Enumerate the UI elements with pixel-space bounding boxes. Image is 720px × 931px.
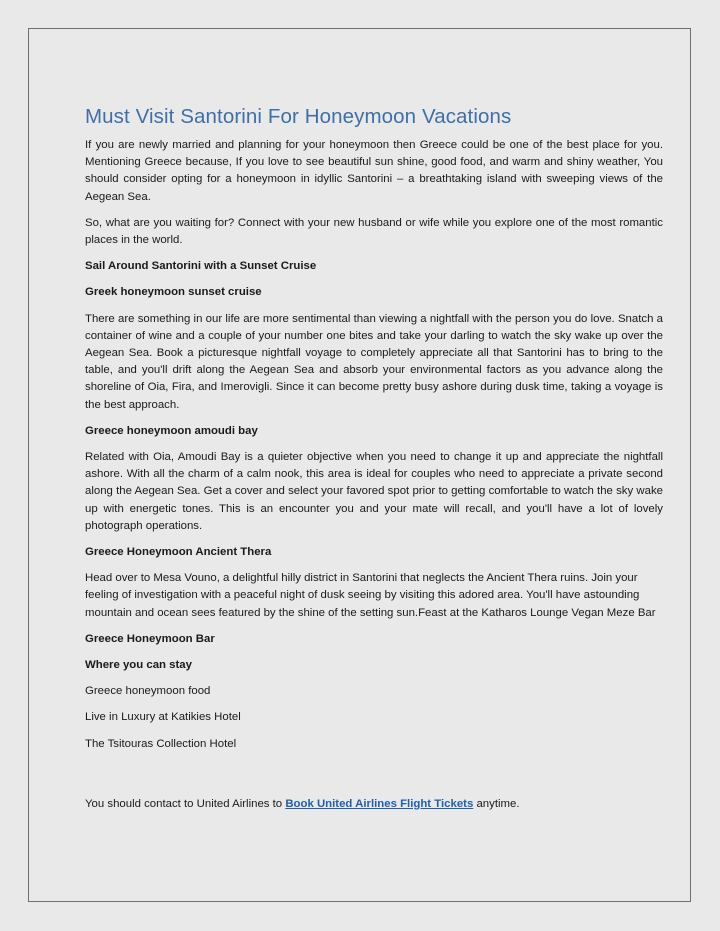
section-heading-sunset: Greek honeymoon sunset cruise [85, 286, 262, 299]
sunset-paragraph: There are something in our life are more sentimental than viewing a nightfall with the person you do love. Snatch a container of wine and a couple of your number one bites and take your darling to watch the sky wake up over the Aegean Sea. Book a picturesque nightfall voyage to completely appreciate all that Santorini has to bring to the table, and you'll drift along the Aegean Sea and absorb your environmental factors as you advance along the shoreline of Oia, Fira, and Imerovigli. Since it can become pretty busy ashore during dusk time, taking a voyage is the best approach. [85, 312, 663, 411]
section-heading-thera: Greece Honeymoon Ancient Thera [85, 546, 272, 559]
amoudi-paragraph: Related with Oia, Amoudi Bay is a quieter objective when you need to change it up and appreciate the nightfall ashore. With all the charm of a calm nook, this area is ideal for couples who need to appreciate a private second along the Aegean Sea. Get a cover and select your favored spot prior to getting comfortable to watch the sky wake up with energetic tones. This is an encounter you and your mate will recall, and you'll have a lot of lovely photograph operations. [85, 451, 663, 532]
list-item-tsitouras: The Tsitouras Collection Hotel [85, 737, 237, 750]
contact-text-after: anytime. [473, 797, 520, 810]
invite-paragraph: So, what are you waiting for? Connect with your new husband or wife while you explore one of the most romantic places in the world. [85, 216, 663, 247]
document-page [28, 28, 691, 902]
document-body [85, 103, 663, 822]
list-item-katikies: Live in Luxury at Katikies Hotel [85, 711, 241, 724]
section-heading-stay: Where you can stay [85, 659, 192, 672]
thera-paragraph: Head over to Mesa Vouno, a delightful hilly district in Santorini that neglects the Ancient Thera ruins. Join your feeling of investigation with a peaceful night of dusk seeing by visiting this adored area. You'll have astounding mountain and ocean sees featured by the shine of the setting sun.Feast at the Katharos Lounge Vegan Meze Bar [85, 572, 656, 619]
section-heading-bar: Greece Honeymoon Bar [85, 632, 215, 645]
page-title: Must Visit Santorini For Honeymoon Vacations [85, 105, 512, 128]
list-item-food: Greece honeymoon food [85, 685, 211, 698]
contact-text-before: You should contact to United Airlines to [85, 797, 286, 810]
intro-paragraph: If you are newly married and planning for your honeymoon then Greece could be one of the best place for you. Mentioning Greece because, If you love to see beautiful sun shine, good food, and warm and shiny weather, You should consider opting for a honeymoon in idyllic Santorini – a breathtaking island with sweeping views of the Aegean Sea. [85, 139, 663, 203]
section-heading-amoudi: Greece honeymoon amoudi bay [85, 424, 258, 437]
spacer [85, 762, 663, 796]
flight-tickets-link[interactable]: Book United Airlines Flight Tickets [285, 797, 474, 810]
contact-paragraph [85, 796, 663, 813]
section-heading-sail: Sail Around Santorini with a Sunset Cruise [85, 260, 317, 273]
